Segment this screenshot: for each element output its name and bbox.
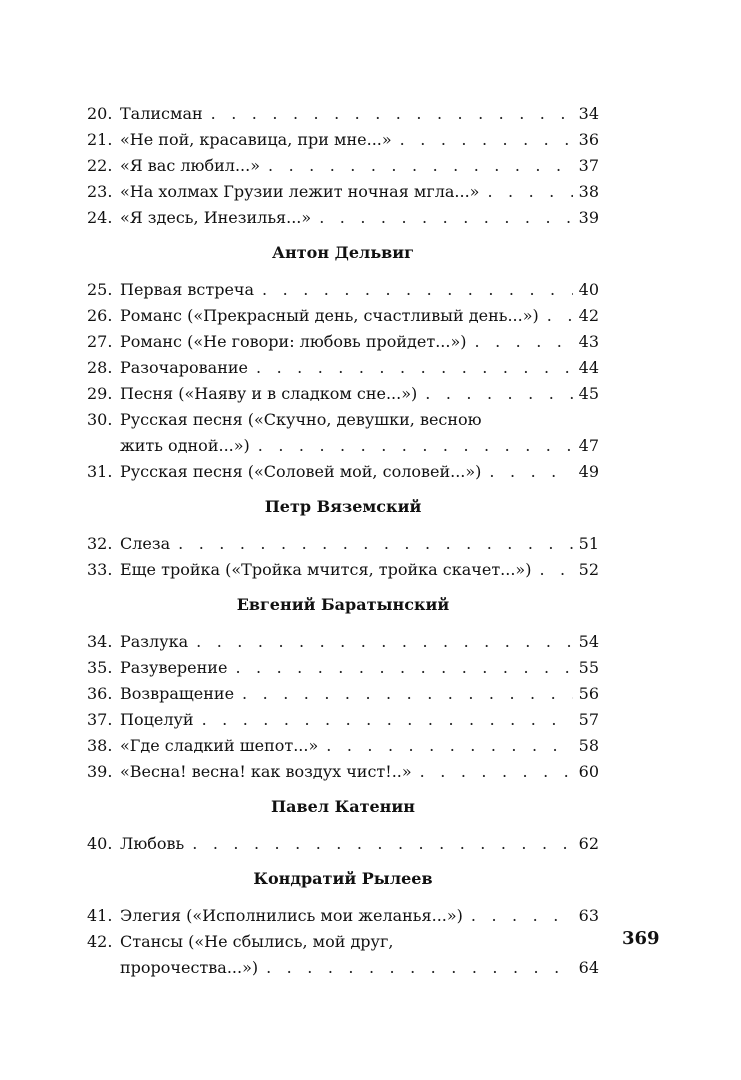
entry-title-text: пророчества...») — [120, 958, 259, 977]
dot-leader — [202, 707, 573, 733]
entry-number: 33. — [87, 560, 113, 579]
entry-title — [120, 557, 599, 583]
toc-entry — [87, 355, 599, 381]
entry-title-text: Романс («Не говори: любовь пройдет...») — [120, 332, 467, 351]
dot-leader — [211, 101, 573, 127]
toc-entry — [87, 707, 599, 733]
dot-leader — [326, 733, 572, 759]
dot-leader — [178, 531, 573, 557]
entry-page-number: 49 — [578, 462, 599, 481]
toc-entry — [87, 681, 599, 707]
entry-page-number: 55 — [578, 658, 599, 677]
toc-entry — [87, 459, 599, 485]
toc-entry — [87, 407, 599, 459]
entry-title-text: Разлука — [120, 632, 189, 651]
entry-title-text: «Я здесь, Инезилья...» — [120, 208, 312, 227]
entry-title-line — [120, 205, 599, 231]
dot-leader — [262, 277, 573, 303]
dot-leader — [400, 127, 573, 153]
entry-number: 24. — [87, 208, 113, 227]
entry-title-line — [120, 655, 599, 681]
entry-title-text: Разуверение — [120, 658, 228, 677]
entry-title — [120, 205, 599, 231]
toc-entry — [87, 153, 599, 179]
entry-title — [120, 153, 599, 179]
entry-page-number: 58 — [578, 736, 599, 755]
entry-page-number: 45 — [578, 384, 599, 403]
entry-number: 42. — [87, 932, 113, 951]
entry-title-text: «Весна! весна! как воздух чист!..» — [120, 762, 412, 781]
entry-title-line — [120, 955, 599, 981]
dot-leader — [258, 433, 573, 459]
entry-page-number: 39 — [578, 208, 599, 227]
entry-title — [120, 101, 599, 127]
toc-entry — [87, 205, 599, 231]
entry-title-line — [120, 629, 599, 655]
entry-title — [120, 355, 599, 381]
toc-entry — [87, 303, 599, 329]
dot-leader — [487, 179, 572, 205]
entry-title — [120, 903, 599, 929]
entry-number: 23. — [87, 182, 113, 201]
entry-page-number: 42 — [578, 306, 599, 325]
entry-title-line — [120, 903, 599, 929]
entry-page-number: 63 — [578, 906, 599, 925]
entry-title-line — [120, 101, 599, 127]
entry-title-line — [120, 557, 599, 583]
entry-title-text: Слеза — [120, 534, 171, 553]
entry-title — [120, 531, 599, 557]
entry-title-text: Разочарование — [120, 358, 248, 377]
entry-page-number: 38 — [578, 182, 599, 201]
entry-title-text: Еще тройка («Тройка мчится, тройка скачет...») — [120, 560, 532, 579]
toc-entry — [87, 277, 599, 303]
entry-number: 38. — [87, 736, 113, 755]
entry-page-number: 43 — [578, 332, 599, 351]
toc-entry — [87, 179, 599, 205]
toc-entry — [87, 557, 599, 583]
entry-title-text: Первая встреча — [120, 280, 255, 299]
toc-entry — [87, 329, 599, 355]
entry-number: 22. — [87, 156, 113, 175]
entry-number: 40. — [87, 834, 113, 853]
toc-entry — [87, 127, 599, 153]
entry-title-text: «На холмах Грузии лежит ночная мгла...» — [120, 182, 480, 201]
entry-title-text: «Где сладкий шепот...» — [120, 736, 319, 755]
toc-entry — [87, 101, 599, 127]
entry-page-number: 64 — [578, 958, 599, 977]
entry-title-text: «Я вас любил...» — [120, 156, 260, 175]
entry-title-text: Возвращение — [120, 684, 235, 703]
entry-number: 32. — [87, 534, 113, 553]
entry-title-line — [120, 531, 599, 557]
toc-entry — [87, 629, 599, 655]
entry-number: 21. — [87, 130, 113, 149]
toc-entry — [87, 759, 599, 785]
entry-title-line — [120, 831, 599, 857]
entry-number: 27. — [87, 332, 113, 351]
dot-leader — [268, 153, 573, 179]
author-heading: Павел Катенин — [271, 797, 415, 816]
entry-title-text: жить одной...») — [120, 436, 250, 455]
entry-title-line — [120, 355, 599, 381]
author-heading: Антон Дельвиг — [272, 243, 414, 262]
dot-leader — [235, 655, 572, 681]
entry-number: 34. — [87, 632, 113, 651]
dot-leader — [266, 955, 573, 981]
entry-number: 28. — [87, 358, 113, 377]
entry-page-number: 54 — [578, 632, 599, 651]
entry-number: 35. — [87, 658, 113, 677]
entry-number: 36. — [87, 684, 113, 703]
toc-entry — [87, 655, 599, 681]
dot-leader — [319, 205, 572, 231]
entry-title-line — [120, 329, 599, 355]
dot-leader — [475, 329, 573, 355]
toc-entry — [87, 531, 599, 557]
entry-title — [120, 407, 599, 459]
entry-title — [120, 831, 599, 857]
entry-title-text: Русская песня («Соловей мой, соловей...») — [120, 462, 482, 481]
entry-number: 20. — [87, 104, 113, 123]
entry-title-line: Стансы («Не сбылись, мой друг, — [120, 932, 394, 951]
entry-title-line — [120, 303, 599, 329]
entry-title-line — [120, 733, 599, 759]
entry-title-line — [120, 381, 599, 407]
entry-title-text: Любовь — [120, 834, 185, 853]
entry-number: 25. — [87, 280, 113, 299]
entry-title-text: Поцелуй — [120, 710, 194, 729]
entry-title-line — [120, 127, 599, 153]
entry-number: 30. — [87, 410, 113, 429]
entry-title — [120, 759, 599, 785]
entry-number: 26. — [87, 306, 113, 325]
entry-title-line — [120, 179, 599, 205]
entry-title — [120, 381, 599, 407]
entry-page-number: 40 — [578, 280, 599, 299]
author-heading: Евгений Баратынский — [236, 595, 450, 614]
page-number: 369 — [622, 928, 660, 949]
toc-entry — [87, 903, 599, 929]
entry-title — [120, 929, 599, 981]
dot-leader — [420, 759, 573, 785]
entry-number: 39. — [87, 762, 113, 781]
author-heading: Кондратий Рылеев — [253, 869, 433, 888]
entry-title — [120, 707, 599, 733]
dot-leader — [539, 557, 572, 583]
entry-title-line — [120, 277, 599, 303]
entry-page-number: 62 — [578, 834, 599, 853]
dot-leader — [471, 903, 573, 929]
entry-number: 41. — [87, 906, 113, 925]
dot-leader — [256, 355, 573, 381]
entry-page-number: 34 — [578, 104, 599, 123]
entry-title-line: Русская песня («Скучно, девушки, весною — [120, 410, 482, 429]
table-of-contents — [87, 101, 599, 981]
toc-entry — [87, 381, 599, 407]
entry-title — [120, 629, 599, 655]
entry-title — [120, 655, 599, 681]
entry-page-number: 57 — [578, 710, 599, 729]
entry-title-line — [120, 681, 599, 707]
entry-number: 37. — [87, 710, 113, 729]
entry-title-line — [120, 707, 599, 733]
dot-leader — [547, 303, 573, 329]
entry-page-number: 56 — [578, 684, 599, 703]
entry-title-line — [120, 153, 599, 179]
toc-entry — [87, 929, 599, 981]
entry-title-line — [120, 433, 599, 459]
entry-number: 31. — [87, 462, 113, 481]
entry-title-text: Элегия («Исполнились мои желанья...») — [120, 906, 463, 925]
entry-page-number: 47 — [578, 436, 599, 455]
entry-title-line — [120, 759, 599, 785]
entry-page-number: 37 — [578, 156, 599, 175]
entry-title-line — [120, 459, 599, 485]
dot-leader — [425, 381, 572, 407]
entry-title — [120, 303, 599, 329]
toc-entry — [87, 733, 599, 759]
entry-title — [120, 733, 599, 759]
dot-leader — [489, 459, 572, 485]
entry-title — [120, 179, 599, 205]
entry-title — [120, 681, 599, 707]
entry-page-number: 60 — [578, 762, 599, 781]
entry-page-number: 44 — [578, 358, 599, 377]
entry-title — [120, 329, 599, 355]
entry-page-number: 52 — [578, 560, 599, 579]
entry-title-text: Песня («Наяву и в сладком сне...») — [120, 384, 418, 403]
entry-number: 29. — [87, 384, 113, 403]
entry-title — [120, 459, 599, 485]
entry-title-text: Талисман — [120, 104, 203, 123]
entry-title-text: «Не пой, красавица, при мне...» — [120, 130, 392, 149]
dot-leader — [192, 831, 572, 857]
toc-entry — [87, 831, 599, 857]
dot-leader — [196, 629, 572, 655]
author-heading: Петр Вяземский — [264, 497, 422, 516]
entry-title-text: Романс («Прекрасный день, счастливый день...») — [120, 306, 539, 325]
entry-page-number: 36 — [578, 130, 599, 149]
entry-title — [120, 277, 599, 303]
dot-leader — [242, 681, 573, 707]
entry-title — [120, 127, 599, 153]
entry-page-number: 51 — [578, 534, 599, 553]
